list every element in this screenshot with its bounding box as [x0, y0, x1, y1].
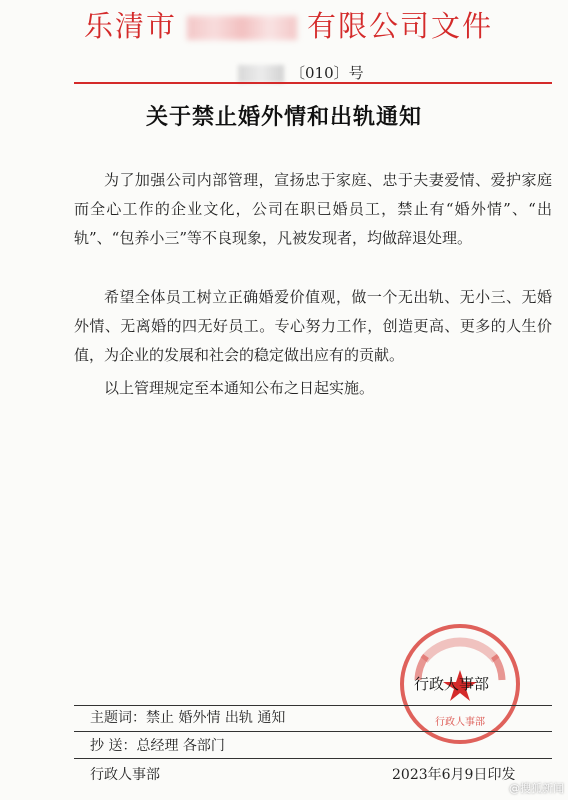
redacted-company-name [187, 16, 297, 40]
signature-department: 行政人事部 [414, 675, 490, 693]
paragraph-2: 希望全体员工树立正确婚爱价值观，做一个无出轨、无小三、无婚外情、无离婚的四无好员工。专心努力工作，创造更高、更多的人生价值，为企业的发展和社会的稳定做出应有的贡献。 [74, 288, 552, 364]
footer-rule-middle [74, 731, 552, 732]
document-header [84, 4, 493, 45]
footer-rule-bottom [74, 758, 552, 759]
source-watermark: @搜狐新闻 [509, 782, 564, 795]
paragraph-3: 以上管理规定至本通知公布之日起实施。 [104, 379, 375, 397]
issue-date: 2023年6月9日印发 [392, 767, 516, 783]
notice-title: 关于禁止婚外情和出轨通知 [145, 104, 422, 130]
issuing-department: 行政人事部 [90, 767, 160, 783]
cc-recipients: 抄 送：总经理 各部门 [90, 738, 225, 754]
footer-rule-top [74, 705, 552, 706]
header-city: 乐清市 [84, 9, 178, 43]
document-number [238, 62, 364, 83]
paragraph-1: 为了加强公司内部管理，宣扬忠于家庭、忠于夫妻爱情、爱护家庭而全心工作的企业文化，公司在职已婚员工，禁止有“婚外情”、“出轨”、“包养小三”等不良现象，凡被发现者，均做辞退处理。 [74, 171, 552, 247]
doc-number-text: 〔010〕号 [290, 64, 364, 82]
redacted-doc-prefix [238, 65, 284, 83]
header-red-rule [74, 82, 552, 84]
header-company-suffix: 有限公司文件 [307, 9, 494, 43]
seal-bottom-text: 行政人事部 [435, 717, 485, 728]
subject-keywords: 主题词：禁止 婚外情 出轨 通知 [90, 710, 286, 726]
